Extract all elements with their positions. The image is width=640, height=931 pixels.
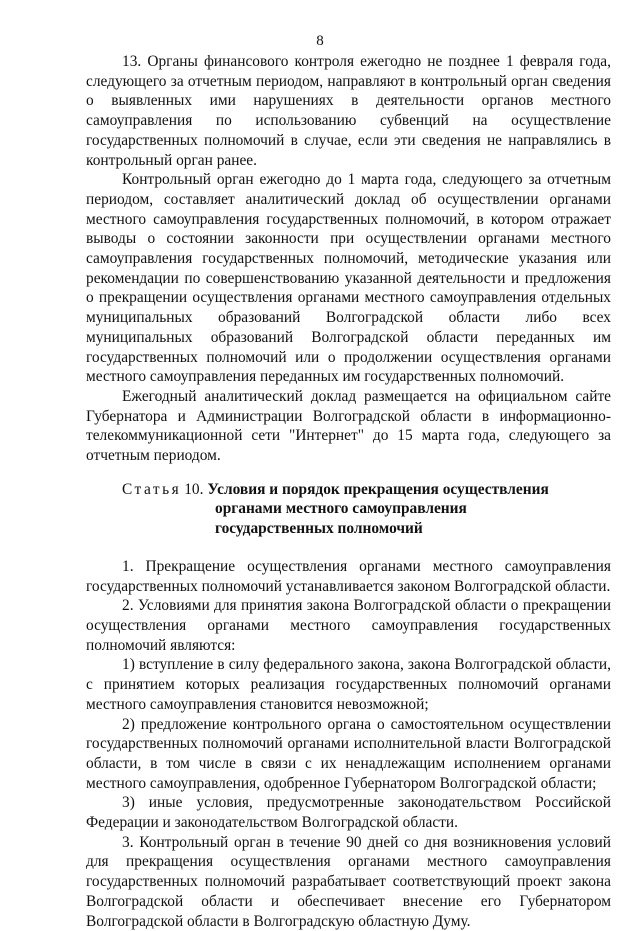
article-title-line: органами местного самоуправления xyxy=(215,500,467,518)
document-body xyxy=(86,52,611,931)
article-number: 10. xyxy=(184,480,204,498)
paragraph: Контрольный орган ежегодно до 1 марта года, следующего за отчетным периодом, составляет аналитический доклад об осуществлении органами местного самоуправления государственных полномочий, в котором отражает выводы о состоянии законности при осуществлении органами местного самоуправления государственных полномочий, методические указания или рекомендации по совершенствованию указанной деятельности и предложения о прекращении осуществления органами местного самоуправления отдельных муниципальных образований Волгоградской области либо всех муниципальных образований Волгоградской области переданных им государственных полномочий или о продолжении осуществления органами местного самоуправления переданных им государственных полномочий. xyxy=(86,171,611,386)
list-item: 3) иные условия, предусмотренные законодательством Российской Федерации и законодательством Волгоградской области. xyxy=(86,794,611,832)
list-item: 2) предложение контрольного органа о самостоятельном осуществлении государственных полномочий органами исполнительной власти Волгоградской области, в том числе в связи с их ненадлежащим исполнением органами местного самоуправления, одобренное Губернатором Волгоградской области; xyxy=(86,715,611,792)
paragraph: 2. Условиями для принятия закона Волгоградской области о прекращении осуществления органами местного самоуправления государственных полномочий являются: xyxy=(86,597,611,654)
paragraph: 13. Органы финансового контроля ежегодно не позднее 1 февраля года, следующего за отчетным периодом, направляют в контрольный орган сведения о выявленных ими нарушениях в деятельности органов местного самоуправления по использованию субвенций на осуществление государственных полномочий в случае, если эти сведения не направлялись в контрольный орган ранее. xyxy=(86,53,611,169)
page-number: 8 xyxy=(316,33,324,49)
article-label: Статья xyxy=(122,480,182,498)
paragraph: 3. Контрольный орган в течение 90 дней со дня возникновения условий для прекращения осуществления органами местного самоуправления государственных полномочий разрабатывает соответствующий проект закона Волгоградской области и обеспечивает внесение его Губернатором Волгоградской области в Волгоградскую областную Думу. xyxy=(86,833,611,930)
list-item: 1) вступление в силу федерального закона, закона Волгоградской области, с принятием которых реализация государственных полномочий органами местного самоуправления становится невозможной; xyxy=(86,656,611,713)
paragraph: Ежегодный аналитический доклад размещается на официальном сайте Губернатора и Администрации Волгоградской области в информационно-телекоммуникационной сети "Интернет" до 15 марта года, следующего за отчетным периодом. xyxy=(86,387,611,465)
article-title-line: государственных полномочий xyxy=(215,520,423,538)
article-heading xyxy=(86,480,611,539)
article-title-line: Условия и порядок прекращения осуществления xyxy=(207,480,549,498)
paragraph: 1. Прекращение осуществления органами местного самоуправления государственных полномочий устанавливается законом Волгоградской области. xyxy=(86,557,611,595)
